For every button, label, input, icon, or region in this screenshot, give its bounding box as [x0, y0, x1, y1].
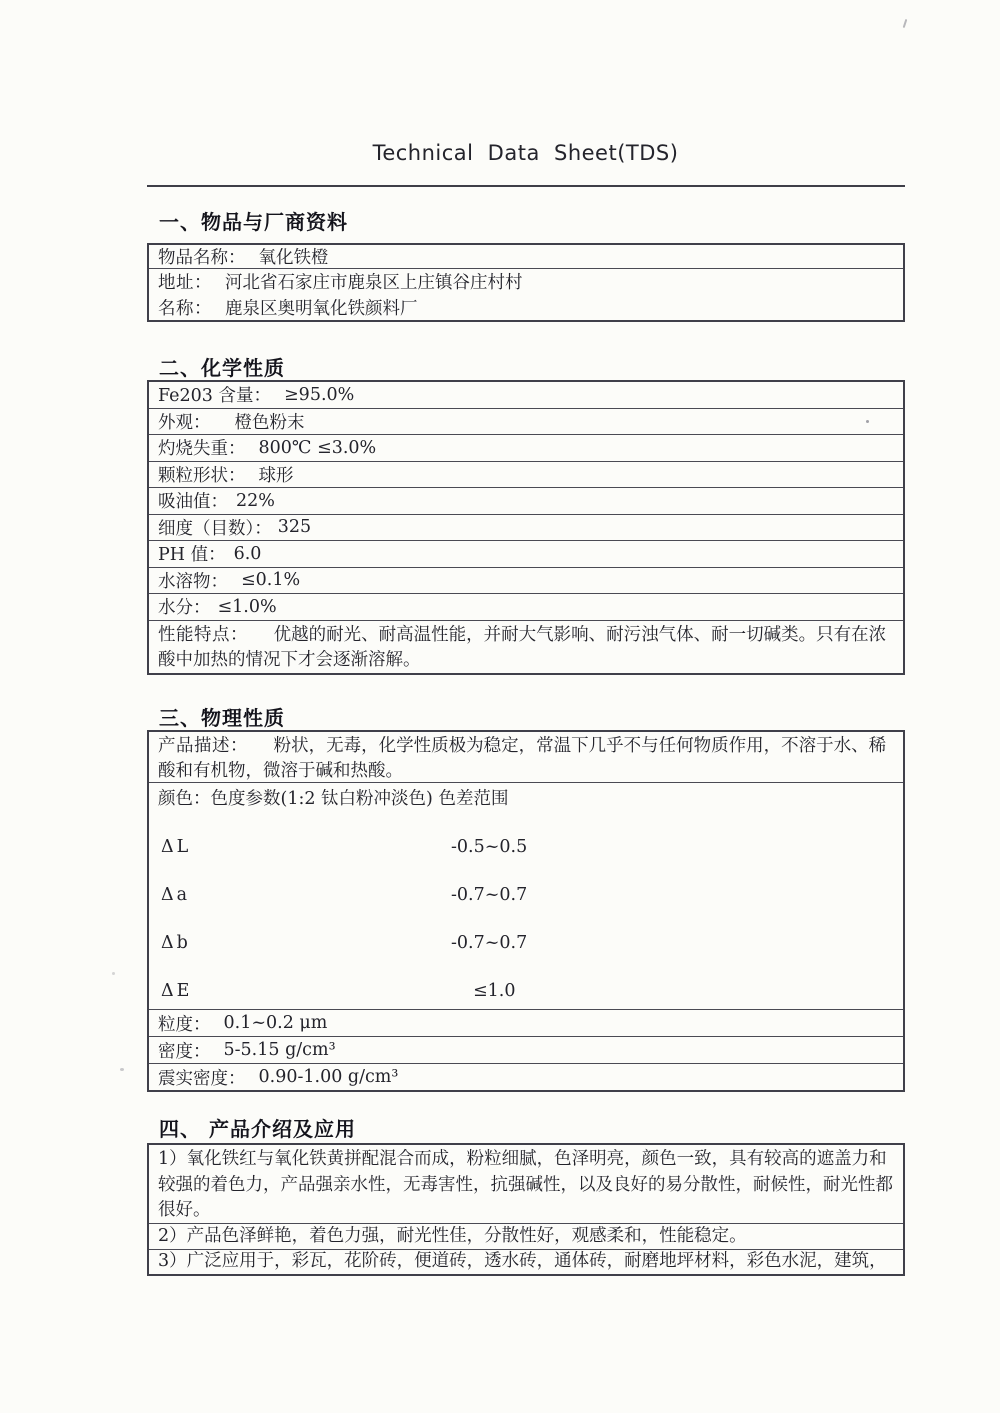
scan-artifact: [120, 1068, 124, 1071]
table-row-address: [158, 270, 893, 296]
param-name: ΔL: [161, 836, 192, 857]
row-label: 密度：: [158, 1041, 211, 1062]
param-value: ≤1.0: [473, 980, 516, 1001]
row-value: 0.90-1.00 g/cm³: [258, 1067, 399, 1087]
row-value: ≥95.0%: [284, 384, 355, 405]
row-value: 6.0: [233, 543, 262, 564]
section-heading-chemical: 二、化学性质: [159, 356, 285, 380]
table-row-appearance: [149, 408, 903, 435]
table-cell-product-description: [149, 732, 903, 782]
row-value: 橙色粉末: [234, 412, 305, 433]
table-row-fe2o3: [149, 382, 903, 408]
row-label: 颗粒形状：: [158, 465, 246, 486]
row-label: PH 值：: [158, 545, 226, 566]
table-row-moisture: [149, 593, 903, 620]
scan-artifact: [112, 972, 115, 975]
table-cell-performance: [149, 620, 903, 673]
row-label: 灼烧失重：: [158, 439, 246, 460]
table-row-item-name: [149, 245, 903, 268]
row-value: ≤0.1%: [241, 570, 301, 591]
row-value: 325: [277, 517, 312, 538]
row-label: Fe203 含量：: [158, 386, 272, 407]
color-parameters-header: 颜色：色度参数(1:2 钛白粉冲淡色) 色差范围: [158, 789, 509, 809]
row-value: 粉状，无毒，化学性质极为稳定，常温下几乎不与任何物质作用，不溶于水、稀酸和有机物，微溶于碱和热酸。: [158, 736, 887, 781]
section-heading-info: 一、物品与厂商资料: [159, 210, 348, 234]
scan-artifact: [866, 420, 869, 423]
physical-table: [147, 730, 905, 1092]
param-name: ΔE: [161, 980, 193, 1001]
application-paragraph-2: 2）产品色泽鲜艳，着色力强，耐光性佳，分散性好，观感柔和，性能稳定。: [149, 1223, 903, 1249]
param-value: -0.7~0.7: [451, 932, 528, 953]
row-value: 0.1~0.2 μm: [223, 1013, 328, 1033]
table-row-fineness: [149, 514, 903, 541]
param-name: Δa: [161, 884, 191, 905]
table-row-particle-size: [149, 1009, 903, 1036]
table-row-particle-shape: [149, 461, 903, 488]
row-label: 地址：: [158, 273, 212, 293]
chemical-table: [147, 380, 905, 675]
row-value: 优越的耐光、耐高温性能，并耐大气影响、耐污浊气体、耐一切碱类。只有在浓酸中加热的情况下才会逐渐溶解。: [158, 624, 887, 670]
row-value: 鹿泉区奥明氧化铁颜料厂: [225, 299, 418, 319]
param-name: Δb: [161, 932, 191, 953]
row-label: 性能特点：: [158, 624, 248, 645]
info-table: [147, 243, 905, 322]
title-divider: [147, 185, 905, 187]
row-label: 水分：: [158, 598, 211, 619]
table-row-tap-density: [149, 1063, 903, 1090]
table-row-factory-name: [158, 296, 893, 320]
application-paragraph-3: 3）广泛应用于，彩瓦，花阶砖，便道砖，透水砖，通体砖，耐磨地坪材料，彩色水泥，建筑，: [149, 1249, 903, 1274]
scan-artifact: [903, 19, 908, 28]
table-row-ignition-loss: [149, 434, 903, 461]
application-paragraph-1: 1）氧化铁红与氧化铁黄拼配混合而成，粉粒细腻，色泽明亮，颜色一致，具有较高的遮盖力和较强的着色力，产品强亲水性，无毒害性，抗强碱性，以及良好的易分散性，耐候性，耐光性都很好。: [158, 1149, 893, 1220]
table-row-ph: [149, 540, 903, 567]
application-table: [147, 1143, 905, 1276]
row-value: 22%: [236, 490, 275, 511]
row-label: 水溶物：: [158, 571, 228, 592]
color-param-delta-l: [158, 836, 895, 858]
param-value: -0.5~0.5: [451, 836, 528, 857]
color-param-delta-a: [158, 884, 895, 906]
row-label: 震实密度：: [158, 1068, 246, 1089]
table-row-oil-absorption: [149, 487, 903, 514]
row-value: 球形: [258, 465, 294, 486]
table-cell-address-name: [149, 268, 903, 320]
row-value: 氧化铁橙: [258, 248, 329, 268]
color-param-delta-b: [158, 932, 895, 954]
row-value: 河北省石家庄市鹿泉区上庄镇谷庄村村: [225, 273, 523, 293]
param-value: -0.7~0.7: [451, 884, 528, 905]
row-label: 名称：: [158, 299, 212, 319]
table-row-water-soluble: [149, 567, 903, 594]
row-label: 粒度：: [158, 1014, 211, 1035]
row-value: 800℃ ≤3.0%: [258, 437, 377, 458]
section-heading-physical: 三、物理性质: [159, 706, 285, 730]
row-label: 细度（目数）：: [158, 518, 272, 539]
row-label: 物品名称：: [158, 248, 246, 268]
row-label: 外观：: [158, 412, 211, 433]
row-label: 吸油值：: [158, 492, 228, 513]
section-heading-application: 四、 产品介绍及应用: [159, 1117, 356, 1141]
row-value: ≤1.0%: [217, 596, 277, 617]
color-param-delta-e: [158, 980, 895, 1002]
row-value: 5-5.15 g/cm³: [223, 1040, 336, 1060]
document-title: Technical Data Sheet(TDS): [372, 141, 679, 165]
table-row-density: [149, 1036, 903, 1063]
row-label: 产品描述：: [158, 736, 248, 756]
table-cell-color-parameters: [149, 782, 903, 1009]
